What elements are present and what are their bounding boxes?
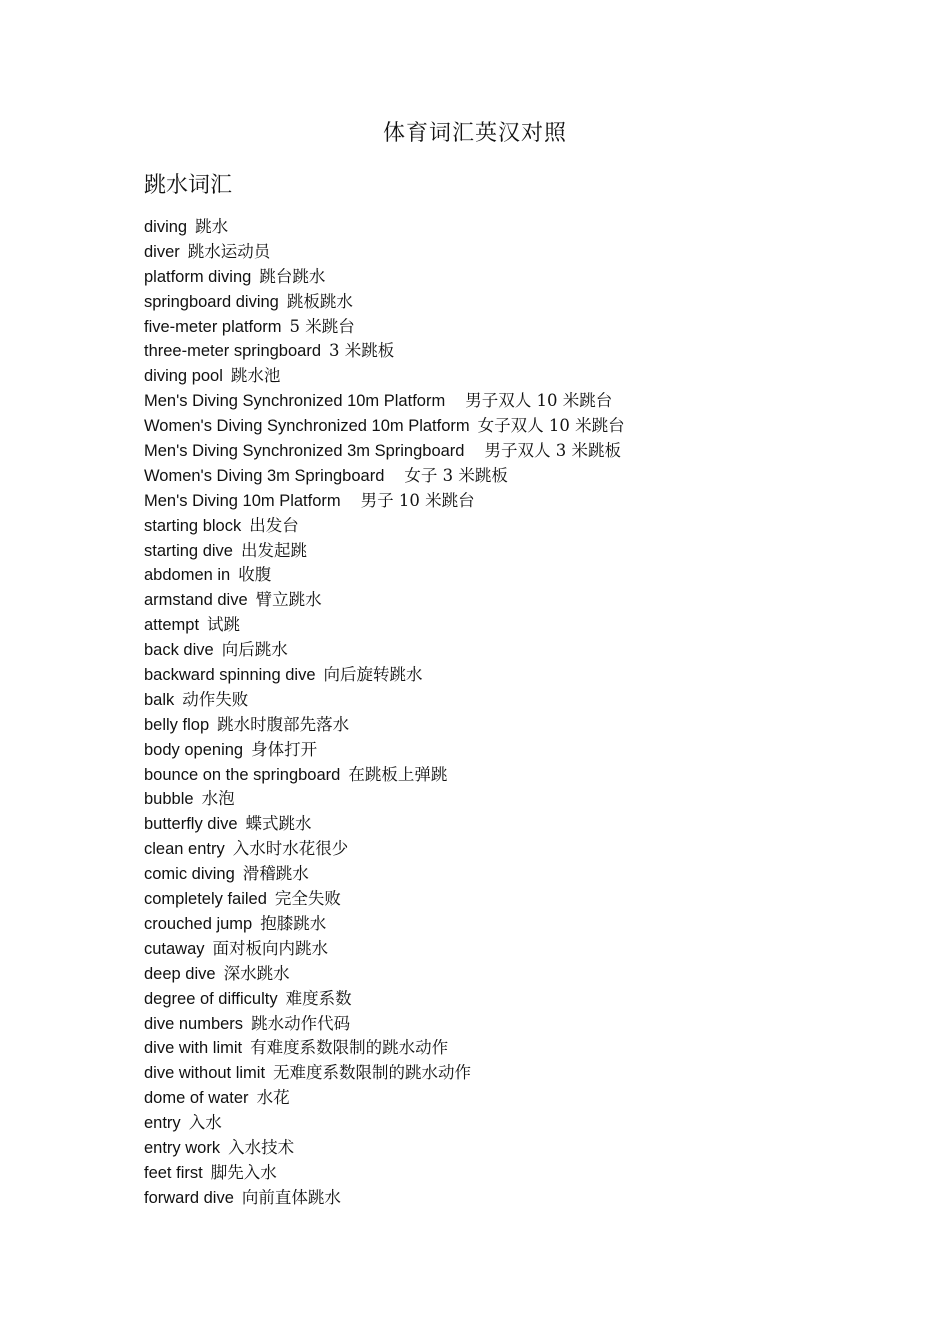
vocabulary-entry — [144, 289, 864, 314]
chinese-term: 女子双人 10 米跳台 — [477, 416, 625, 436]
vocabulary-entry — [144, 488, 864, 513]
chinese-term: 在跳板上弹跳 — [348, 764, 448, 784]
english-term: back dive — [144, 641, 214, 660]
chinese-term: 试跳 — [207, 615, 241, 635]
document-title: 体育词汇英汉对照 — [382, 121, 567, 146]
vocabulary-entry — [144, 363, 864, 388]
chinese-term: 水花 — [256, 1088, 290, 1108]
chinese-term: 脚先入水 — [210, 1162, 277, 1182]
vocabulary-entry — [144, 762, 864, 787]
chinese-term: 面对板向内跳水 — [212, 938, 329, 958]
english-term: belly flop — [144, 715, 210, 734]
chinese-term: 收腹 — [238, 565, 272, 585]
english-term: degree of difficulty — [144, 989, 278, 1008]
vocabulary-entry — [144, 986, 864, 1011]
english-term: dome of water — [144, 1089, 249, 1108]
vocabulary-entry — [144, 562, 864, 587]
chinese-term: 抱膝跳水 — [260, 913, 327, 933]
vocabulary-list — [144, 214, 864, 1210]
vocabulary-entry — [144, 886, 864, 911]
chinese-term: 跳水 — [195, 217, 229, 236]
english-term: cutaway — [144, 939, 205, 958]
vocabulary-entry — [144, 1060, 864, 1085]
vocabulary-entry — [144, 637, 864, 662]
vocabulary-entry — [144, 936, 864, 961]
english-term: clean entry — [144, 840, 225, 859]
chinese-term: 水泡 — [201, 789, 235, 809]
chinese-term: 动作失败 — [182, 689, 249, 709]
vocabulary-entry — [144, 836, 864, 861]
english-term: abdomen in — [144, 566, 231, 585]
vocabulary-entry — [144, 1035, 864, 1060]
vocabulary-entry — [144, 1185, 864, 1210]
english-term: armstand dive — [144, 591, 248, 610]
vocabulary-entry — [144, 1160, 864, 1185]
english-term: five-meter platform — [144, 317, 282, 336]
english-term: Men's Diving Synchronized 3m Springboard — [144, 442, 465, 461]
chinese-term: 向后跳水 — [221, 640, 288, 660]
english-term: bubble — [144, 790, 194, 809]
english-term: diving — [144, 218, 188, 236]
english-term: attempt — [144, 616, 200, 635]
english-term: platform diving — [144, 267, 252, 286]
english-term: starting block — [144, 516, 242, 535]
vocabulary-entry — [144, 214, 864, 239]
vocabulary-entry — [144, 538, 864, 563]
chinese-term: 有难度系数限制的跳水动作 — [250, 1038, 449, 1058]
english-term: three-meter springboard — [144, 342, 322, 361]
vocabulary-entry — [144, 662, 864, 687]
vocabulary-entry — [144, 463, 864, 488]
section-heading: 跳水词汇 — [144, 173, 233, 198]
chinese-term: 蝶式跳水 — [245, 814, 312, 834]
chinese-term: 臂立跳水 — [255, 590, 322, 610]
english-term: starting dive — [144, 541, 233, 560]
vocabulary-entry — [144, 687, 864, 712]
vocabulary-entry — [144, 861, 864, 886]
english-term: balk — [144, 690, 175, 709]
chinese-term: 3 米跳板 — [329, 341, 395, 361]
chinese-term: 出发台 — [249, 515, 299, 535]
english-term: completely failed — [144, 890, 267, 909]
vocabulary-entry — [144, 811, 864, 836]
vocabulary-entry — [144, 239, 864, 264]
vocabulary-entry — [144, 712, 864, 737]
chinese-term: 跳水池 — [230, 366, 281, 386]
english-term: backward spinning dive — [144, 666, 316, 685]
english-term: dive with limit — [144, 1039, 243, 1058]
english-term: bounce on the springboard — [144, 765, 341, 784]
chinese-term: 跳水动作代码 — [251, 1013, 351, 1033]
chinese-term: 向前直体跳水 — [241, 1187, 341, 1207]
chinese-term: 完全失败 — [274, 889, 341, 909]
english-term: springboard diving — [144, 292, 279, 311]
english-term: body opening — [144, 740, 244, 759]
english-term: Men's Diving Synchronized 10m Platform — [144, 392, 446, 411]
vocabulary-entry — [144, 1110, 864, 1135]
chinese-term: 女子 3 米跳板 — [404, 465, 508, 485]
vocabulary-entry — [144, 612, 864, 637]
chinese-term: 入水时水花很少 — [232, 839, 349, 859]
vocabulary-entry — [144, 388, 864, 413]
vocabulary-entry — [144, 264, 864, 289]
chinese-term: 男子双人 3 米跳板 — [484, 441, 621, 461]
vocabulary-entry — [144, 587, 864, 612]
chinese-term: 滑稽跳水 — [242, 864, 309, 884]
chinese-term: 向后旋转跳水 — [323, 665, 423, 685]
vocabulary-entry — [144, 338, 864, 363]
chinese-term: 男子 10 米跳台 — [360, 490, 475, 510]
chinese-term: 出发起跳 — [240, 540, 307, 560]
english-term: diver — [144, 242, 180, 261]
english-term: feet first — [144, 1163, 203, 1182]
chinese-term: 入水 — [188, 1113, 222, 1133]
vocabulary-entry — [144, 911, 864, 936]
vocabulary-entry — [144, 961, 864, 986]
vocabulary-entry — [144, 1011, 864, 1036]
english-term: butterfly dive — [144, 815, 238, 834]
chinese-term: 入水技术 — [228, 1137, 295, 1157]
vocabulary-entry — [144, 513, 864, 538]
chinese-term: 身体打开 — [251, 739, 318, 759]
vocabulary-entry — [144, 413, 864, 438]
chinese-term: 跳板跳水 — [286, 291, 353, 311]
english-term: dive without limit — [144, 1064, 266, 1083]
vocabulary-entry — [144, 438, 864, 463]
english-term: entry work — [144, 1138, 221, 1157]
english-term: Women's Diving Synchronized 10m Platform — [144, 417, 470, 436]
english-term: crouched jump — [144, 914, 253, 933]
chinese-term: 跳台跳水 — [259, 266, 326, 286]
vocabulary-entry — [144, 1135, 864, 1160]
english-term: entry — [144, 1114, 181, 1133]
chinese-term: 无难度系数限制的跳水动作 — [273, 1063, 472, 1083]
chinese-term: 深水跳水 — [223, 963, 290, 983]
english-term: dive numbers — [144, 1014, 244, 1033]
chinese-term: 跳水时腹部先落水 — [217, 714, 350, 734]
vocabulary-entry — [144, 314, 864, 339]
vocabulary-entry — [144, 1085, 864, 1110]
english-term: deep dive — [144, 964, 216, 983]
english-term: Women's Diving 3m Springboard — [144, 466, 385, 485]
chinese-term: 难度系数 — [285, 988, 352, 1008]
english-term: forward dive — [144, 1188, 234, 1207]
english-term: diving pool — [144, 367, 223, 386]
english-term: Men's Diving 10m Platform — [144, 491, 341, 510]
chinese-term: 5 米跳台 — [289, 316, 355, 336]
english-term: comic diving — [144, 865, 235, 884]
chinese-term: 男子双人 10 米跳台 — [465, 391, 613, 411]
chinese-term: 跳水运动员 — [187, 241, 271, 261]
vocabulary-entry — [144, 786, 864, 811]
vocabulary-entry — [144, 737, 864, 762]
